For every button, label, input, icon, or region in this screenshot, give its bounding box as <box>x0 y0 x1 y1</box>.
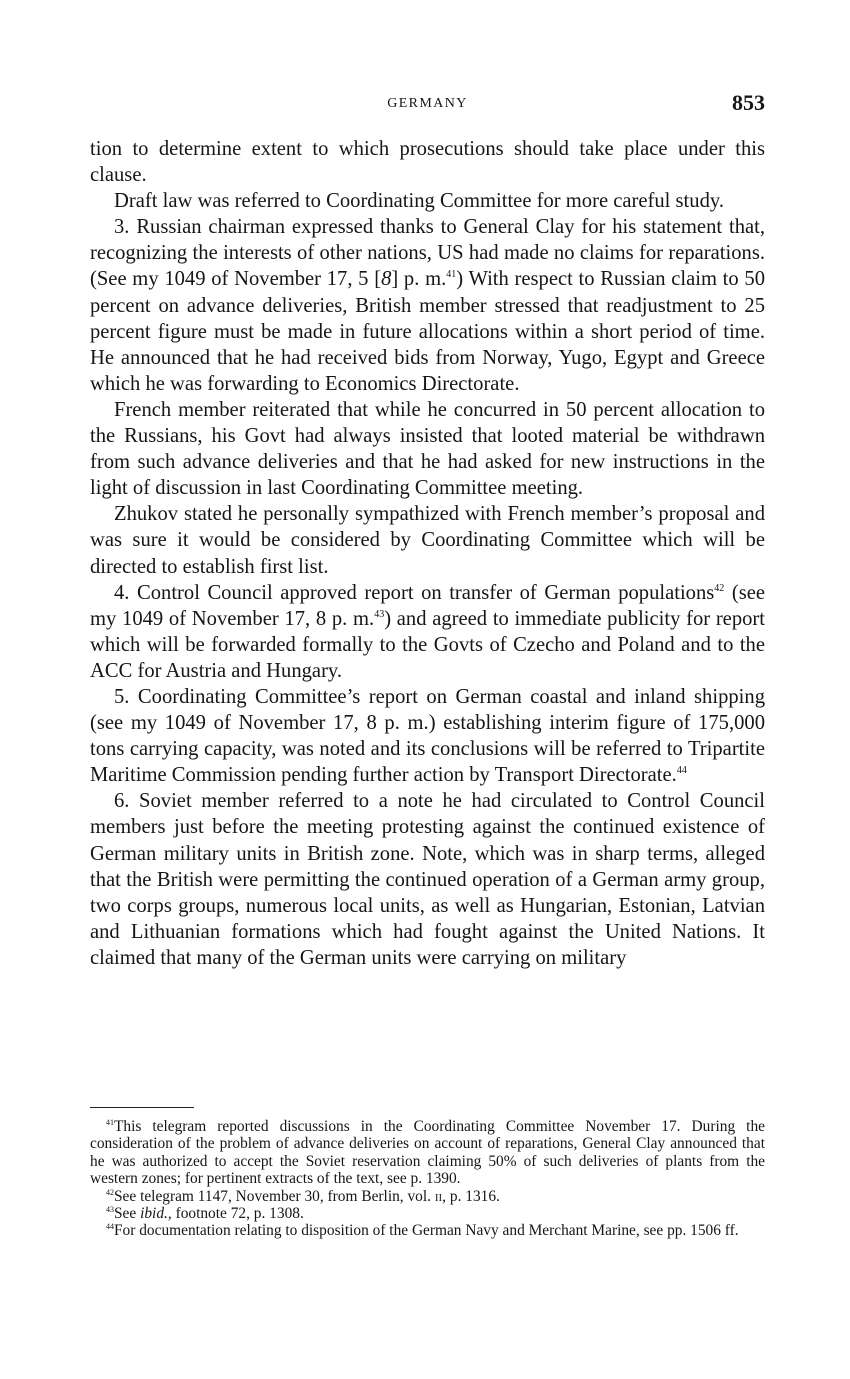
footnote-42-volume: ii <box>434 1187 443 1205</box>
footnote-ref-44[interactable]: 44 <box>676 765 687 777</box>
footnote-43-ibid: ibid. <box>140 1205 168 1223</box>
paragraph-item-6: 6. Soviet member referred to a note he had circulated to Control Council members just before the meeting protesting against the continued existence of German military units in British zone. Note, which was in sharp terms, alleged that the British were permitting the continued operation of a German army group, two corps groups, numerous local units, as well as Hungarian, Estonian, Latvian and Lithuanian formations which had fought against the United Nations. It claimed that many of the German units were carrying on military <box>90 790 765 969</box>
footnote-43 <box>90 1205 765 1222</box>
paragraph-item-5 <box>90 684 765 788</box>
footnote-44 <box>90 1222 765 1239</box>
page-number: 853 <box>732 90 765 115</box>
footnotes <box>90 1118 765 1240</box>
paragraph-item-3 <box>90 214 765 397</box>
footnote-41-text: This telegram reported discussions in the Coordinating Committee November 17. During the consideration of the problem of advance deliveries on account of reparations, General Clay announced that he was authorized to accept the Soviet reservation claiming 50% of such deliveries of plants from the western zones; for pertinent extracts of the text, see p. 1390. <box>90 1118 765 1188</box>
paragraph-item-4 <box>90 580 765 684</box>
paragraph-item-4-text-end: ) and agreed to immediate publicity for report which will be forwarded formally to the Govts of Czecho and Poland and to the ACC for Austria and Hungary. <box>90 607 765 682</box>
footnote-44-mark: 44 <box>106 1222 114 1232</box>
paragraph-item-3-text: 3. Russian chairman expressed thanks to General Clay for his statement that, recognizing the interests of other nations, US had made no claims for reparations. (See my 1049 of November 17, 5 [ <box>90 216 765 291</box>
footnote-42-mark: 42 <box>106 1187 114 1197</box>
footnote-divider <box>90 1107 194 1108</box>
running-title: GERMANY <box>387 96 468 111</box>
footnote-43-text-end: , footnote 72, p. 1308. <box>167 1205 304 1223</box>
footnote-42-text: See telegram 1147, November 30, from Berlin, vol. <box>114 1187 435 1205</box>
paragraph-item-3-text-end: ) With respect to Russian claim to 50 percent on advance deliveries, British member stressed that readjustment to 25 percent figure must be made in future allocations within a short period of time. He announced that he had received bids from Norway, Yugo, Egypt and Greece which he was forwarding to Economics Directorate. <box>90 268 765 395</box>
footnote-41 <box>90 1118 765 1188</box>
running-head <box>90 92 765 120</box>
body-text <box>90 136 765 971</box>
paragraph-french-member: French member reiterated that while he concurred in 50 percent allocation to the Russians, his Govt had always insisted that looted material be withdrawn from such advance deliveries and that he had asked for new instructions in the light of discussion in last Coordinating Committee meeting. <box>90 398 765 500</box>
paragraph-item-3-text-cont: ] p. m. <box>391 268 447 291</box>
footnote-ref-43[interactable]: 43 <box>374 608 385 620</box>
footnote-42-text-end: , p. 1316. <box>442 1187 500 1205</box>
paragraph-zhukov: Zhukov stated he personally sympathized with French member’s proposal and was sure it would be considered by Coordinating Committee which will be directed to establish first list. <box>90 503 765 578</box>
paragraph-draft-law: Draft law was referred to Coordinating Committee for more careful study. <box>114 190 724 213</box>
paragraph-item-4-text-cont: (see my 1049 of November 17, 8 p. m. <box>90 581 765 630</box>
paragraph-item-5-text: 5. Coordinating Committee’s report on German coastal and inland shipping (see my 1049 of November 17, 8 p. m.) establishing interim figure of 175,000 tons carrying capacity, was noted and its conclusions will be referred to Tripartite Maritime Commission pending further action by Transport Directorate. <box>90 685 765 787</box>
footnote-41-mark: 41 <box>106 1117 114 1127</box>
footnote-42 <box>90 1188 765 1205</box>
paragraph-item-4-text: 4. Control Council approved report on transfer of German populations <box>114 581 715 604</box>
footnote-ref-41[interactable]: 41 <box>446 269 457 281</box>
footnote-44-text: For documentation relating to disposition of the German Navy and Merchant Marine, see pp. 1506 ff. <box>114 1222 739 1240</box>
paragraph-continuation: tion to determine extent to which prosecutions should take place under this clause. <box>90 138 765 187</box>
footnote-43-text: See <box>114 1205 141 1223</box>
footnote-43-mark: 43 <box>106 1204 114 1214</box>
paragraph-item-3-bracket-hour: 8 <box>381 268 392 291</box>
footnote-ref-42[interactable]: 42 <box>714 582 725 594</box>
